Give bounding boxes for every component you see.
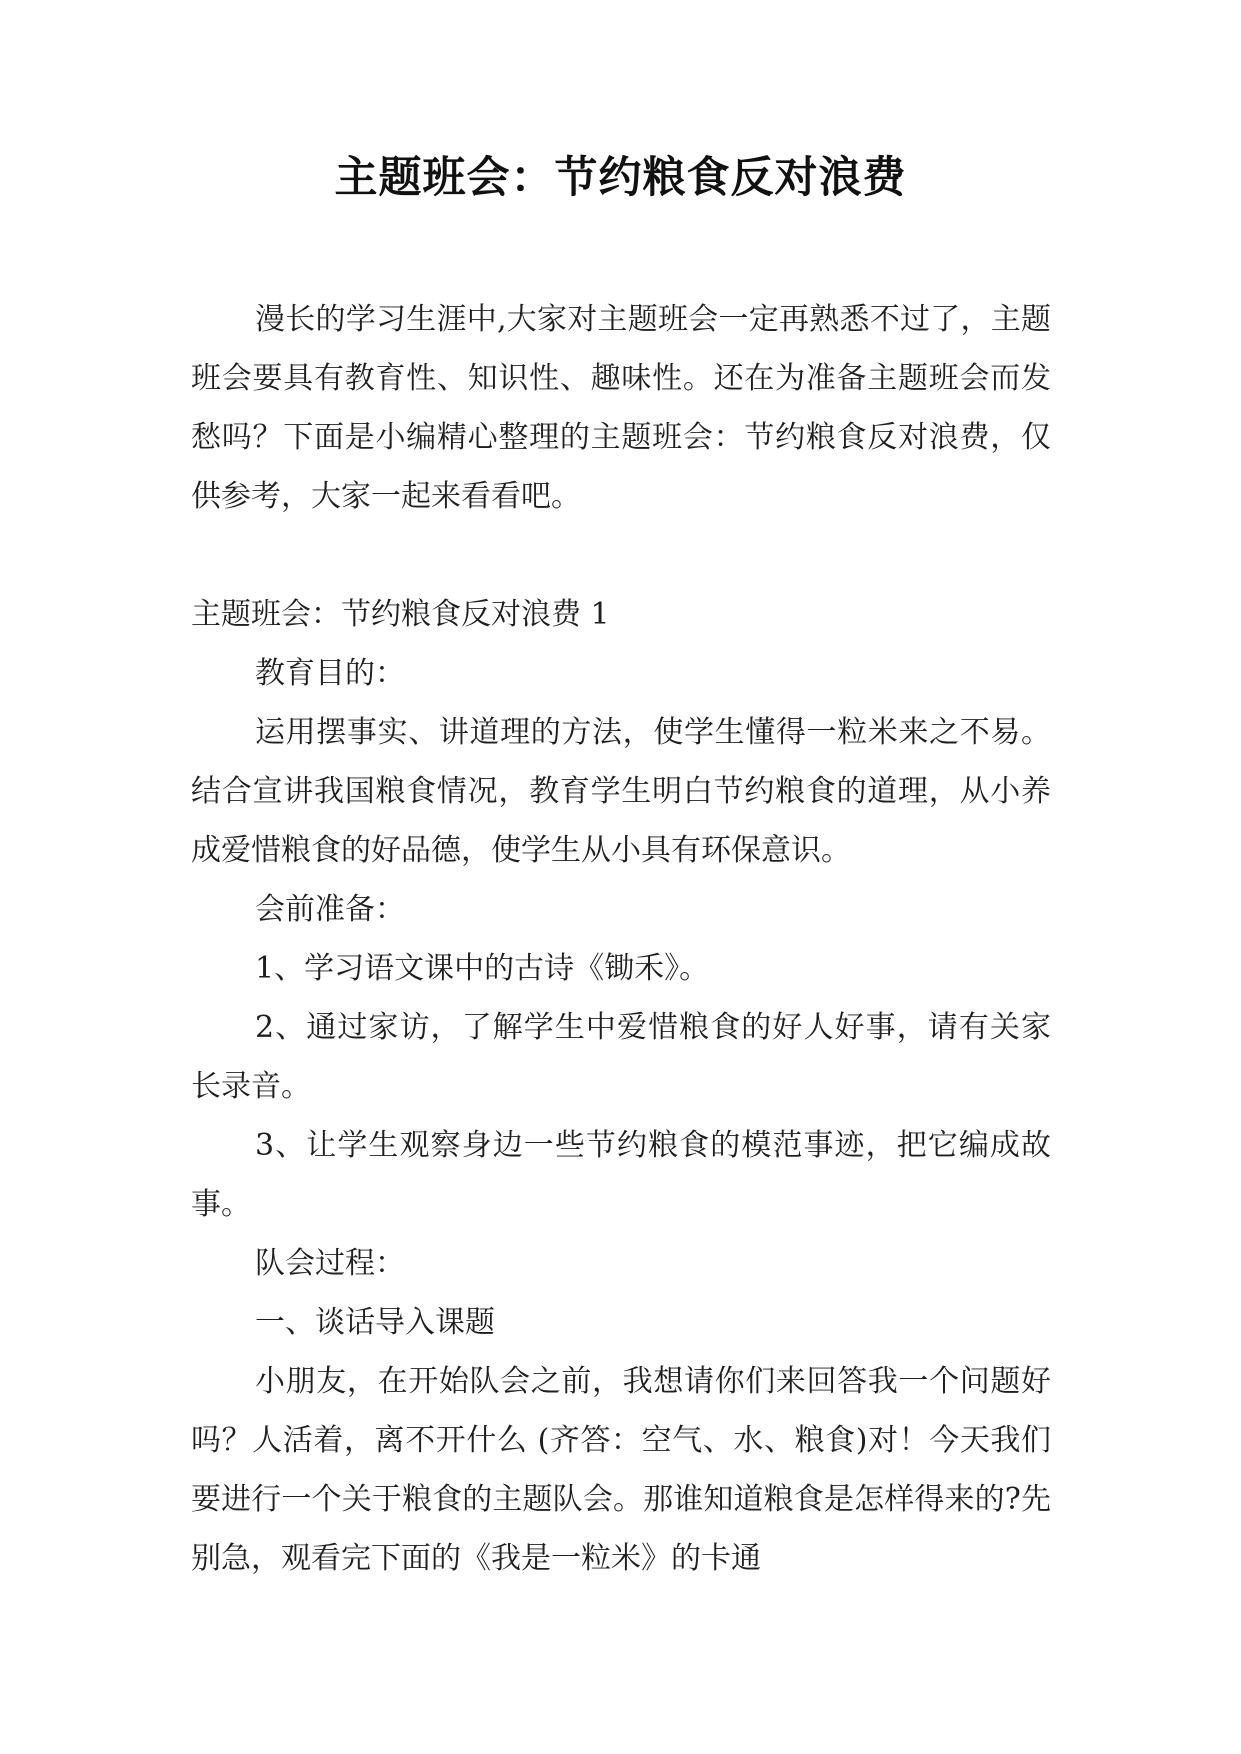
step-1-paragraph: 小朋友，在开始队会之前，我想请你们来回答我一个问题好吗？人活着，离不开什么 (齐答：空气、水、粮食)对！今天我们要进行一个关于粮食的主题队会。那谁知道粮食是怎样得来的?先别急，观看完下面的《我是一粒米》的卡通 — [191, 1364, 1051, 1576]
prep-label: 会前准备： — [255, 892, 405, 927]
document-title: 主题班会：节约粮食反对浪费 — [334, 153, 907, 203]
prep-item-1: 1、学习语文课中的古诗《锄禾》。 — [255, 951, 710, 986]
prep-item-3: 3、让学生观察身边一些节约粮食的模范事迹，把它编成故事。 — [191, 1128, 1051, 1222]
goal-label: 教育目的： — [255, 656, 405, 691]
document-body — [191, 290, 1051, 1588]
section-heading: 主题班会：节约粮食反对浪费 1 — [191, 597, 610, 632]
intro-paragraph: 漫长的学习生涯中,大家对主题班会一定再熟悉不过了，主题班会要具有教育性、知识性、趣味性。还在为准备主题班会而发愁吗？下面是小编精心整理的主题班会：节约粮食反对浪费，仅供参考，大家一起来看看吧。 — [191, 302, 1051, 514]
step-1-title: 一、谈话导入课题 — [255, 1305, 495, 1340]
goal-paragraph: 运用摆事实、讲道理的方法，使学生懂得一粒米来之不易。结合宣讲我国粮食情况，教育学生明白节约粮食的道理，从小养成爱惜粮食的好品德，使学生从小具有环保意识。 — [191, 715, 1051, 868]
prep-item-2: 2、通过家访，了解学生中爱惜粮食的好人好事，请有关家长录音。 — [191, 1010, 1051, 1104]
process-label: 队会过程： — [255, 1246, 405, 1281]
